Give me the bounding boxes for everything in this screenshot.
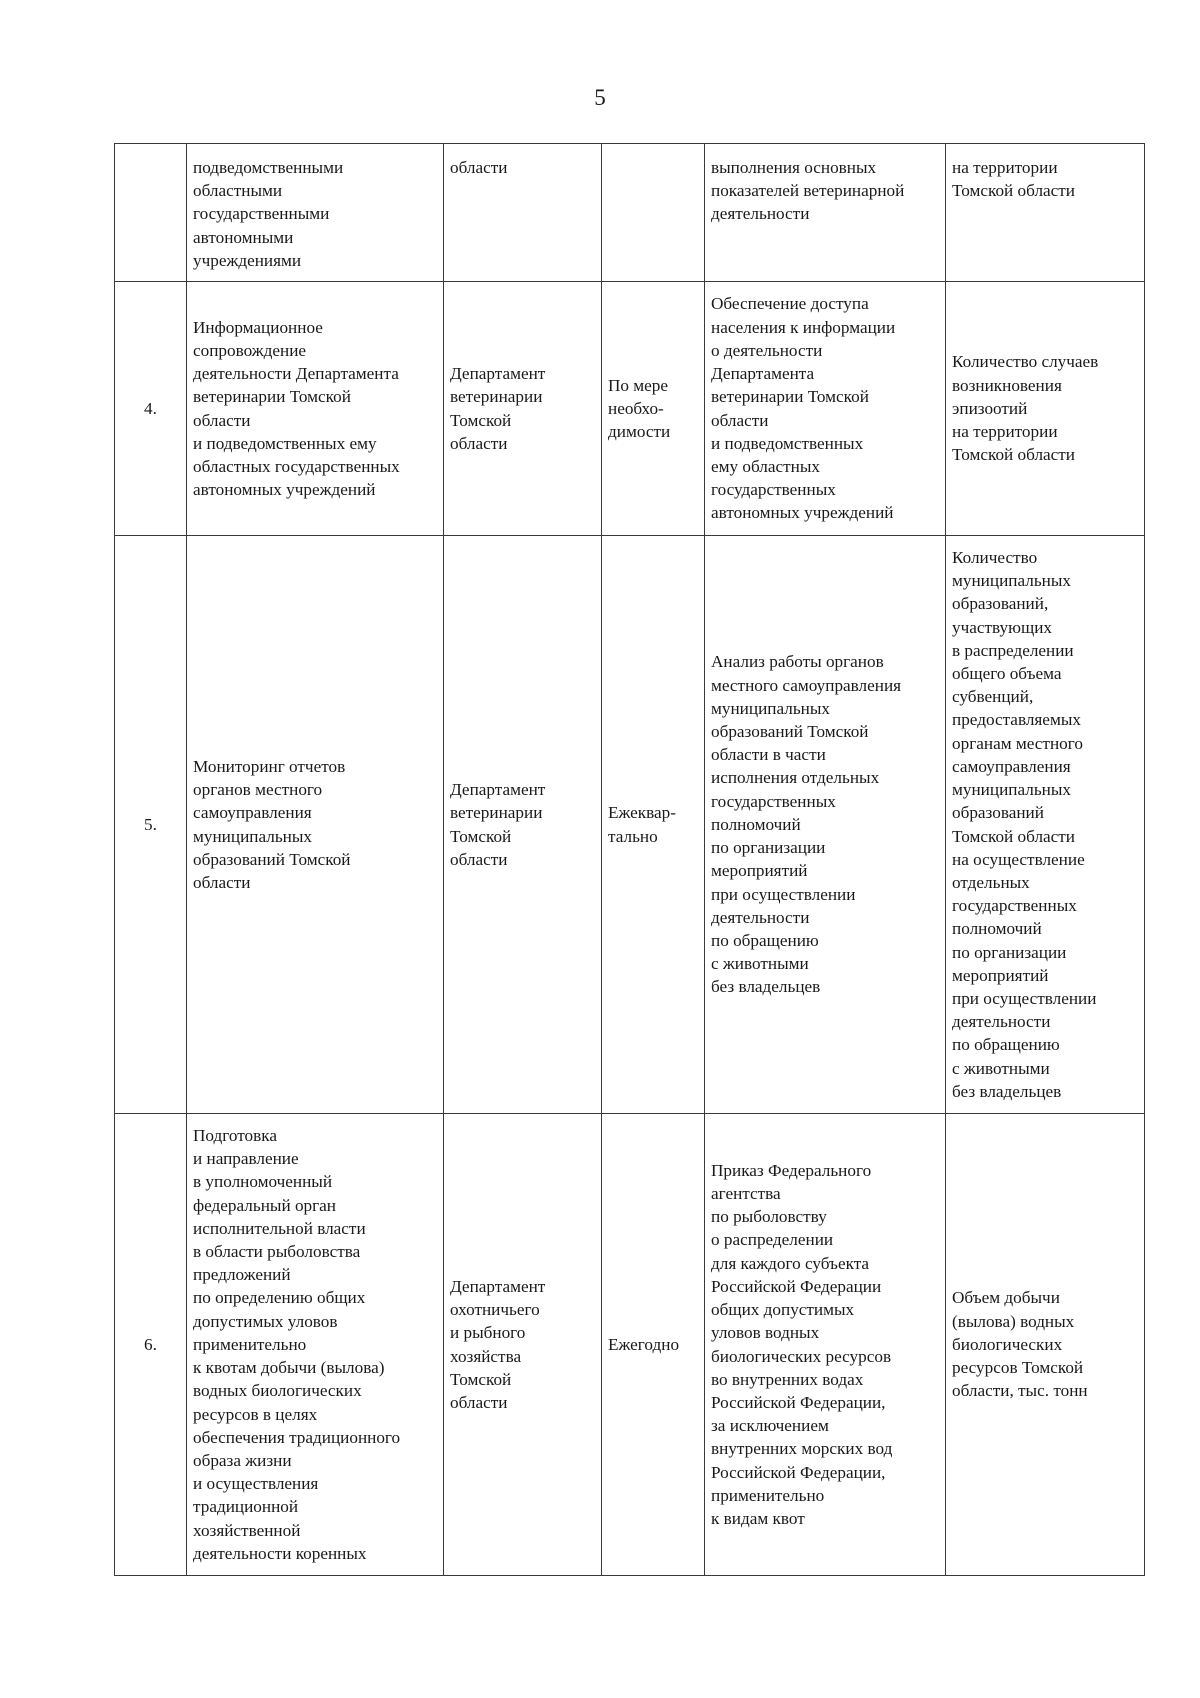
cell-text-line: сопровождение — [193, 340, 307, 360]
cell-text-line: Обеспечение доступа — [711, 294, 869, 314]
table-row — [115, 282, 1145, 536]
table-row — [115, 536, 1145, 1114]
cell-text-line: во внутренних водах — [711, 1369, 864, 1389]
cell-text-line: с животными — [952, 1058, 1050, 1078]
cell-text-line: деятельности коренных — [193, 1543, 367, 1563]
cell-text-line: образований Томской — [711, 722, 869, 742]
cell-text-line: Департамент — [450, 780, 546, 800]
cell-text-line: Департамент — [450, 1276, 546, 1296]
cell-text-line: Томской — [450, 826, 512, 846]
cell-text-line: без владельцев — [711, 977, 821, 997]
cell-text-line: Томской — [450, 1369, 512, 1389]
cell-text-line: области — [450, 849, 508, 869]
cell-text-line: по обращению — [952, 1035, 1060, 1055]
cell-text-line: в области рыболовства — [193, 1242, 361, 1262]
cell-text-line: Томской — [450, 410, 512, 430]
cell-text-line: Ежеквар- — [608, 803, 676, 823]
cell-text-line: Количество — [952, 548, 1038, 568]
cell-text-line: самоуправления — [193, 803, 312, 823]
cell-text-line: По мере — [608, 375, 669, 395]
cell-text-line: применительно — [193, 1334, 307, 1354]
cell-text-line: Приказ Федерального — [711, 1160, 872, 1180]
cell-text-line: Томской области — [952, 826, 1075, 846]
cell-text-line: водных биологических — [193, 1381, 362, 1401]
result-cell — [705, 282, 946, 536]
cell-text-line: ветеринарии — [450, 803, 543, 823]
cell-text-line: ресурсов в целях — [193, 1404, 318, 1424]
activity-cell — [187, 1114, 444, 1576]
cell-text-line: Количество случаев — [952, 352, 1099, 372]
cell-text-line: местного самоуправления — [711, 675, 902, 695]
result-cell — [705, 1114, 946, 1576]
cell-text-line: традиционной — [193, 1497, 299, 1517]
cell-text-line: области — [450, 1392, 508, 1412]
cell-text-line: Департамента — [711, 364, 815, 384]
cell-text-line: хозяйства — [450, 1346, 522, 1366]
cell-text-line: к видам квот — [711, 1508, 805, 1528]
responsible-cell — [444, 536, 602, 1114]
cell-text-line: за исключением — [711, 1416, 829, 1436]
cell-text-line: автономных учреждений — [711, 503, 894, 523]
cell-text-line: возникновения — [952, 375, 1062, 395]
cell-text-line: субвенций, — [952, 687, 1034, 707]
cell-text-line: самоуправления — [952, 756, 1071, 776]
plan-table — [114, 143, 1145, 1576]
cell-text-line: органам местного — [952, 733, 1083, 753]
activity-cell — [187, 144, 444, 282]
table-row — [115, 144, 1145, 282]
cell-text-line: эпизоотий — [952, 398, 1028, 418]
page-number: 5 — [594, 85, 606, 110]
cell-text-line: по организации — [952, 942, 1067, 962]
cell-text-line: областными — [193, 181, 283, 201]
cell-text-line: на территории — [952, 158, 1058, 177]
cell-text-line: Томской области — [952, 181, 1075, 201]
cell-text-line: и осуществления — [193, 1474, 319, 1494]
cell-text-line: Томской области — [952, 445, 1075, 465]
cell-text-line: муниципальных — [193, 826, 312, 846]
indicator-cell — [946, 536, 1145, 1114]
cell-text-line: образований Томской — [193, 849, 351, 869]
cell-text-line: хозяйственной — [193, 1520, 301, 1540]
cell-text-line: внутренних морских вод — [711, 1439, 893, 1459]
cell-text-line: образа жизни — [193, 1450, 292, 1470]
cell-text-line: при осуществлении — [711, 884, 856, 904]
cell-text-line: уловов водных — [711, 1323, 820, 1343]
row-number-cell: 5. — [115, 536, 187, 1114]
cell-text-line: исполнительной власти — [193, 1218, 366, 1238]
cell-text-line: Анализ работы органов — [711, 652, 884, 672]
cell-text-line: государственными — [193, 204, 330, 224]
table-row — [115, 1114, 1145, 1576]
responsible-cell — [444, 1114, 602, 1576]
cell-text-line: государственных — [952, 896, 1077, 916]
cell-text-line: населения к информации — [711, 317, 896, 337]
row-number-cell — [115, 144, 187, 282]
cell-text-line: агентства — [711, 1184, 781, 1204]
result-cell — [705, 536, 946, 1114]
cell-text-line: области — [711, 410, 769, 430]
cell-text-line: исполнения отдельных — [711, 768, 880, 788]
cell-text-line: по организации — [711, 838, 826, 858]
cell-text-line: предоставляемых — [952, 710, 1081, 730]
cell-text-line: биологических ресурсов — [711, 1346, 892, 1366]
cell-text-line: мероприятий — [952, 965, 1049, 985]
responsible-cell — [444, 144, 602, 282]
cell-text-line: области в части — [711, 745, 826, 765]
cell-text-line: о распределении — [711, 1230, 834, 1250]
cell-text-line: Объем добычи — [952, 1288, 1060, 1308]
cell-text-line: биологических — [952, 1334, 1063, 1354]
cell-text-line: Российской Федерации — [711, 1276, 882, 1296]
cell-text-line: государственных — [711, 480, 836, 500]
cell-text-line: по определению общих — [193, 1288, 366, 1308]
cell-text-line: автономных учреждений — [193, 480, 376, 500]
cell-text-line: государственных — [711, 791, 836, 811]
cell-text-line: и подведомственных ему — [193, 433, 377, 453]
cell-text-line: образований — [952, 803, 1044, 823]
cell-text-line: тально — [608, 826, 658, 846]
cell-text-line: ветеринарии — [450, 387, 543, 407]
row-number-cell: 4. — [115, 282, 187, 536]
cell-text-line: охотничьего — [450, 1300, 540, 1320]
cell-text-line: деятельности — [711, 204, 810, 224]
cell-text-line: деятельности Департамента — [193, 364, 399, 384]
cell-text-line: области — [193, 872, 251, 892]
cell-text-line: органов местного — [193, 780, 323, 800]
activity-cell — [187, 282, 444, 536]
activity-cell — [187, 536, 444, 1114]
cell-text-line: в распределении — [952, 640, 1074, 660]
cell-text-line: и направление — [193, 1149, 299, 1169]
cell-text-line: муниципальных — [952, 571, 1071, 591]
cell-text-line: Департамент — [450, 364, 546, 384]
cell-text-line: полномочий — [952, 919, 1042, 939]
indicator-cell — [946, 1114, 1145, 1576]
cell-text-line: к квотам добычи (вылова) — [193, 1358, 385, 1378]
cell-text-line: (вылова) водных — [952, 1311, 1075, 1331]
responsible-cell — [444, 282, 602, 536]
cell-text-line: необхо- — [608, 398, 664, 418]
cell-text-line: области — [450, 433, 508, 453]
cell-text-line: на территории — [952, 422, 1058, 442]
indicator-cell — [946, 144, 1145, 282]
cell-text-line: деятельности — [952, 1012, 1051, 1032]
cell-text-line: участвующих — [952, 617, 1052, 637]
cell-text-line: при осуществлении — [952, 988, 1097, 1008]
cell-text-line: ветеринарии Томской — [711, 387, 869, 407]
cell-text-line: отдельных — [952, 872, 1030, 892]
cell-text-line: общих допустимых — [711, 1300, 855, 1320]
cell-text-line: области, тыс. тонн — [952, 1381, 1088, 1401]
cell-text-line: для каждого субъекта — [711, 1253, 870, 1273]
cell-text-line: Ежегодно — [608, 1334, 680, 1354]
cell-text-line: на осуществление — [952, 849, 1085, 869]
cell-text-line: мероприятий — [711, 861, 808, 881]
cell-text-line: деятельности — [711, 907, 810, 927]
cell-text-line: без владельцев — [952, 1081, 1062, 1101]
cell-text-line: области — [193, 410, 251, 430]
cell-text-line: Мониторинг отчетов — [193, 756, 346, 776]
cell-text-line: предложений — [193, 1265, 291, 1285]
period-cell — [602, 282, 705, 536]
cell-text-line: по рыболовству — [711, 1207, 827, 1227]
cell-text-line: подведомственными — [193, 158, 344, 177]
result-cell — [705, 144, 946, 282]
cell-text-line: показателей ветеринарной — [711, 181, 905, 201]
cell-text-line: применительно — [711, 1485, 825, 1505]
cell-text-line: ресурсов Томской — [952, 1358, 1084, 1378]
cell-text-line: ему областных — [711, 456, 820, 476]
period-cell — [602, 536, 705, 1114]
indicator-cell — [946, 282, 1145, 536]
cell-text-line: автономными — [193, 227, 294, 247]
cell-text-line: обеспечения традиционного — [193, 1427, 401, 1447]
cell-text-line: и подведомственных — [711, 433, 864, 453]
cell-text-line: муниципальных — [711, 698, 830, 718]
cell-text-line: образований, — [952, 594, 1049, 614]
cell-text-line: полномочий — [711, 814, 801, 834]
cell-text-line: по обращению — [711, 930, 819, 950]
cell-text-line: Российской Федерации, — [711, 1462, 886, 1482]
row-number-cell: 6. — [115, 1114, 187, 1576]
cell-text-line: областных государственных — [193, 456, 400, 476]
cell-text-line: выполнения основных — [711, 158, 877, 177]
cell-text-line: общего объема — [952, 664, 1062, 684]
cell-text-line: области — [450, 158, 508, 177]
cell-text-line: муниципальных — [952, 780, 1071, 800]
cell-text-line: с животными — [711, 954, 809, 974]
cell-text-line: федеральный орган — [193, 1195, 337, 1215]
cell-text-line: Подготовка — [193, 1126, 277, 1146]
cell-text-line: димости — [608, 422, 671, 442]
cell-text-line: учреждениями — [193, 250, 302, 270]
period-cell — [602, 144, 705, 282]
cell-text-line: Российской Федерации, — [711, 1392, 886, 1412]
period-cell — [602, 1114, 705, 1576]
cell-text-line: и рыбного — [450, 1323, 526, 1343]
cell-text-line: допустимых уловов — [193, 1311, 338, 1331]
cell-text-line: о деятельности — [711, 340, 823, 360]
cell-text-line: ветеринарии Томской — [193, 387, 351, 407]
cell-text-line: в уполномоченный — [193, 1172, 333, 1192]
cell-text-line: Информационное — [193, 317, 323, 337]
